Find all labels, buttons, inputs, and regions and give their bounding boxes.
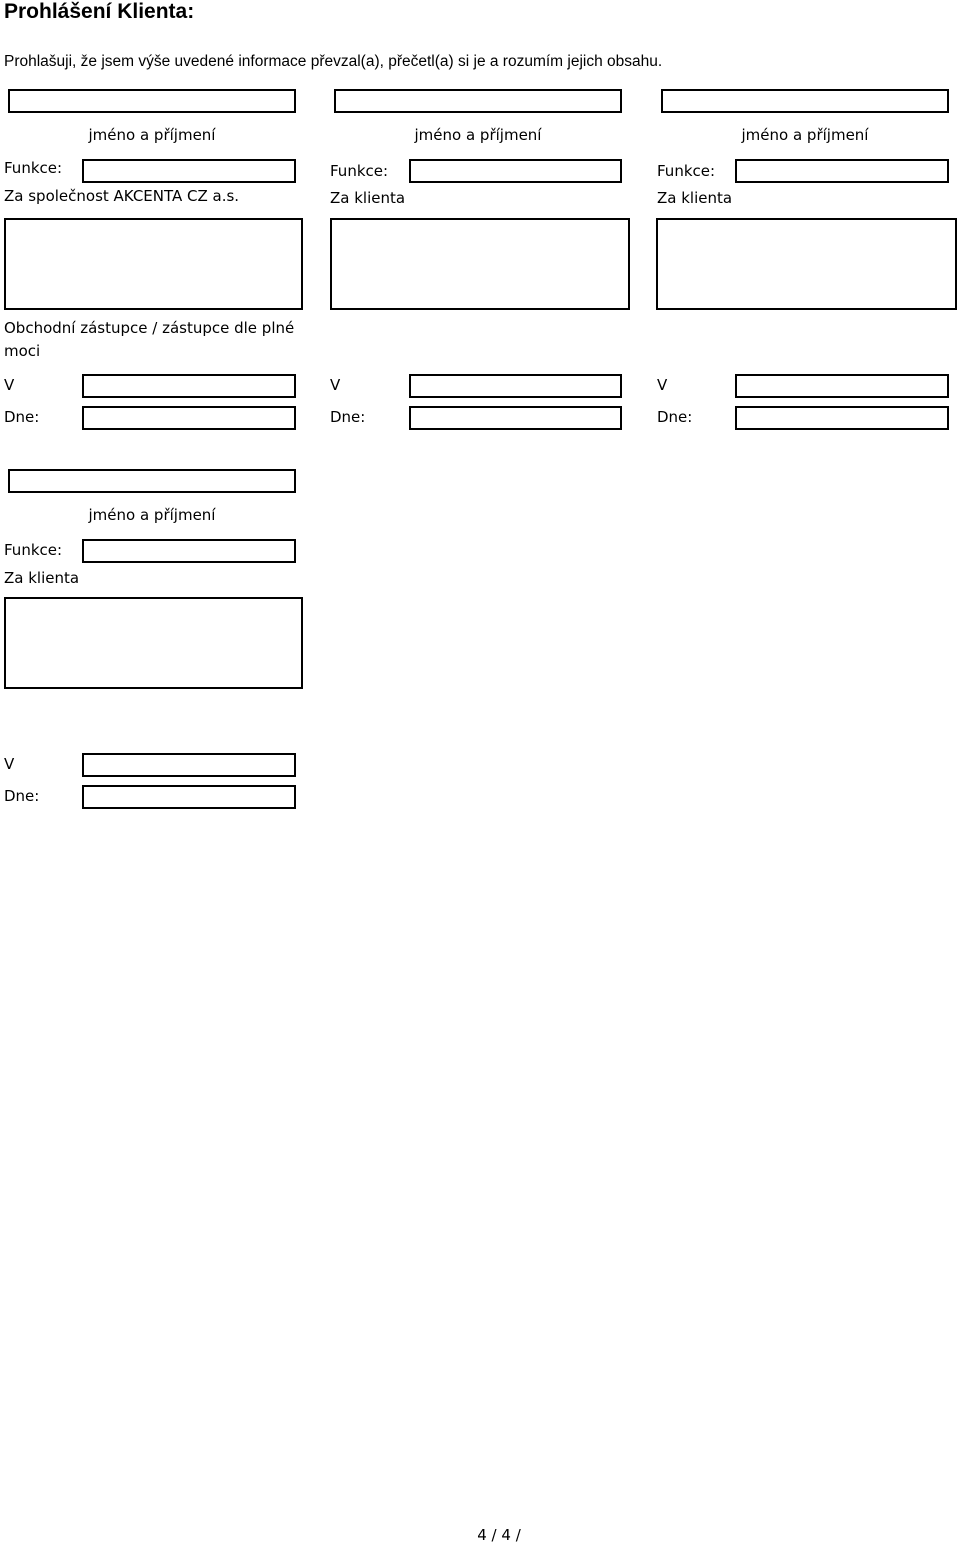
place-field[interactable] [409,374,622,398]
role-note-cont: moci [4,342,41,360]
name-field[interactable] [334,89,622,113]
party-label: Za klienta [330,189,406,207]
party-label: Za klienta [4,569,80,587]
page-title: Prohlášení Klienta: [4,0,195,23]
signature-field[interactable] [656,218,957,310]
date-field[interactable] [82,406,296,430]
function-label: Funkce: [330,162,389,180]
place-field[interactable] [735,374,949,398]
name-caption: jméno a příjmení [88,506,216,524]
signature-field[interactable] [330,218,630,310]
party-label: Za klienta [657,189,733,207]
date-label: Dne: [657,408,693,426]
function-field[interactable] [409,159,622,183]
place-label: V [657,376,668,394]
function-label: Funkce: [4,541,63,559]
function-label: Funkce: [4,159,63,177]
date-label: Dne: [330,408,366,426]
date-label: Dne: [4,408,40,426]
date-label: Dne: [4,787,40,805]
function-label: Funkce: [657,162,716,180]
place-label: V [4,376,15,394]
signature-field[interactable] [4,218,303,310]
date-field[interactable] [409,406,622,430]
date-field[interactable] [735,406,949,430]
place-field[interactable] [82,753,296,777]
page-counter: 4 / 4 / [477,1526,521,1544]
function-field[interactable] [735,159,949,183]
function-field[interactable] [82,539,296,563]
place-field[interactable] [82,374,296,398]
place-label: V [330,376,341,394]
name-field[interactable] [8,469,296,493]
declaration-text: Prohlašuji, že jsem výše uvedené informace převzal(a), přečetl(a) si je a rozumím jejich obsahu. [4,53,663,70]
role-note: Obchodní zástupce / zástupce dle plné [4,319,295,337]
name-field[interactable] [661,89,949,113]
place-label: V [4,755,15,773]
name-caption: jméno a příjmení [88,126,216,144]
party-label: Za společnost AKCENTA CZ a.s. [4,187,240,205]
date-field[interactable] [82,785,296,809]
name-caption: jméno a příjmení [414,126,542,144]
name-caption: jméno a příjmení [741,126,869,144]
function-field[interactable] [82,159,296,183]
signature-field[interactable] [4,597,303,689]
name-field[interactable] [8,89,296,113]
